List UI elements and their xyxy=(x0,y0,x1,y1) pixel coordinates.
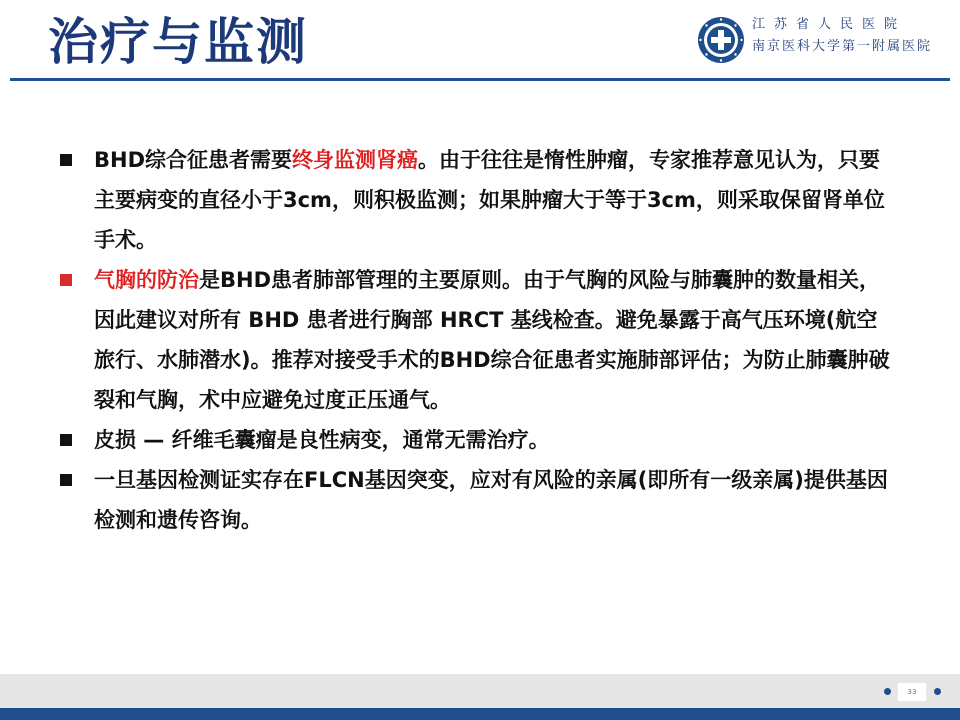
bullet-genetic-testing xyxy=(60,460,890,540)
footer-dot-icon xyxy=(934,688,941,695)
bullet-list xyxy=(60,140,890,540)
bullet-square-icon xyxy=(60,274,72,286)
bullet-skin-lesion xyxy=(60,420,890,460)
bullet-square-icon xyxy=(60,154,72,166)
bullet-kidney-monitoring xyxy=(60,140,890,260)
page-number: 33 xyxy=(898,683,926,701)
bullet-text: 一旦基因检测证实存在FLCN基因突变，应对有风险的亲属(即所有一级亲属)提供基因检测和遗传咨询。 xyxy=(94,468,888,532)
footer-accent-bar xyxy=(0,708,960,720)
slide-title: 治疗与监测 xyxy=(48,13,308,71)
hospital-logo-icon xyxy=(697,16,745,64)
footer-band xyxy=(0,674,960,708)
highlight-text: 气胸的防治 xyxy=(94,268,199,292)
university-hospital-name: 南京医科大学第一附属医院 xyxy=(752,39,933,54)
bullet-pneumothorax xyxy=(60,260,890,420)
bullet-text: BHD综合征患者需要 xyxy=(94,148,293,172)
bullet-text: 是BHD患者肺部管理的主要原则。由于气胸的风险与肺囊肿的数量相关，因此建议对所有 BHD 患者进行胸部 HRCT 基线检查。避免暴露于高气压环境(航空旅行、水肺潜水)。推荐对接受手术的BHD综合征患者实施肺部评估；为防止肺囊肿破裂和气胸，术中应避免过度正压通气。 xyxy=(94,268,890,412)
bullet-text: 。由于往往是惰性肿瘤，专家推荐意见认为，只要主要病变的直径小于3cm，则积极监测；如果肿瘤大于等于3cm，则采取保留肾单位手术。 xyxy=(94,148,885,252)
bullet-text: 皮损 — 纤维毛囊瘤是良性病变，通常无需治疗。 xyxy=(94,428,550,452)
bullet-square-icon xyxy=(60,434,72,446)
footer-dot-icon xyxy=(884,688,891,695)
bullet-square-icon xyxy=(60,474,72,486)
hospital-name: 江苏省人民医院 xyxy=(752,17,907,32)
title-divider xyxy=(10,78,950,81)
highlight-text: 终身监测肾癌 xyxy=(292,148,419,172)
